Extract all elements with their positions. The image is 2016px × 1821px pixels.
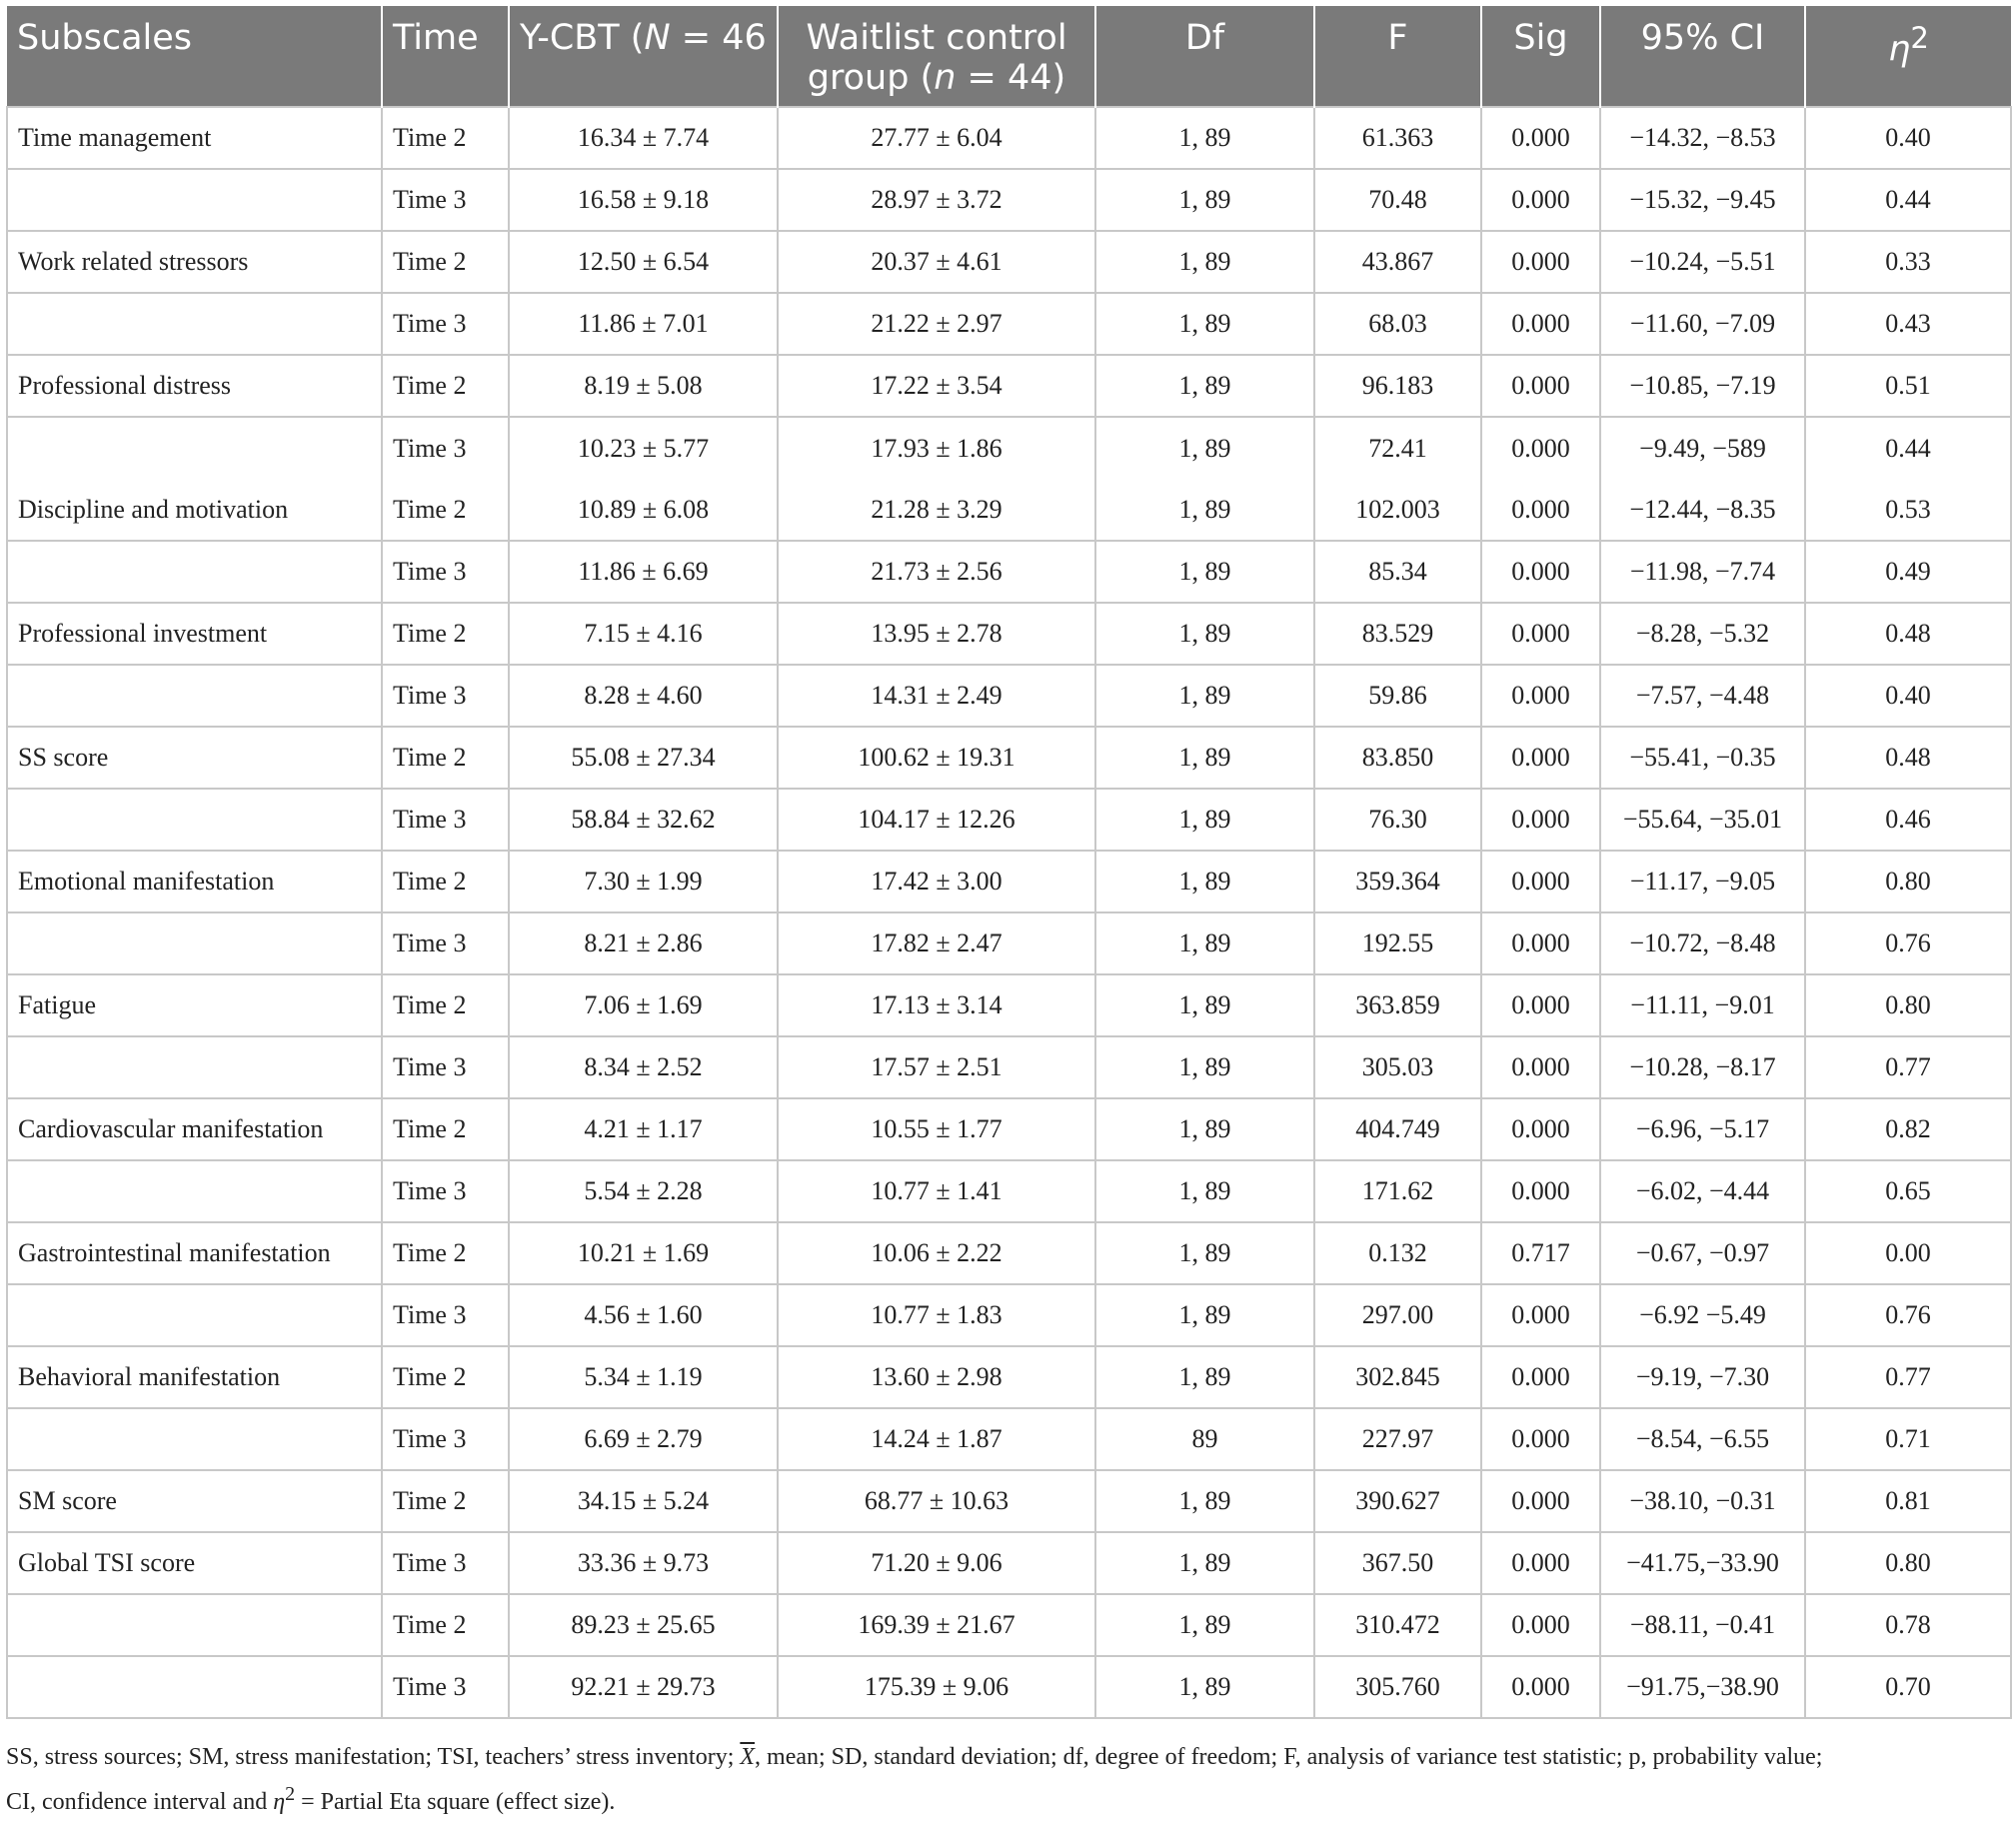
cell-sig: 0.000 xyxy=(1481,603,1600,665)
cell-sig: 0.000 xyxy=(1481,789,1600,851)
cell-waitlist: 10.55 ± 1.77 xyxy=(778,1098,1095,1160)
cell-eta: 0.43 xyxy=(1805,293,2011,355)
cell-subscale: Global TSI score xyxy=(7,1532,382,1594)
cell-waitlist: 17.22 ± 3.54 xyxy=(778,355,1095,417)
cell-df: 1, 89 xyxy=(1095,1160,1314,1222)
cell-waitlist: 17.93 ± 1.86 xyxy=(778,417,1095,479)
table-footnote xyxy=(6,1739,2010,1821)
cell-subscale: Fatigue xyxy=(7,974,382,1036)
results-table-container xyxy=(6,6,2010,1719)
cell-waitlist: 100.62 ± 19.31 xyxy=(778,727,1095,789)
cell-ycbt: 55.08 ± 27.34 xyxy=(509,727,778,789)
cell-waitlist: 68.77 ± 10.63 xyxy=(778,1470,1095,1532)
table-row xyxy=(7,541,2011,603)
cell-time: Time 2 xyxy=(382,231,509,293)
cell-df: 1, 89 xyxy=(1095,355,1314,417)
cell-time: Time 2 xyxy=(382,727,509,789)
cell-sig: 0.000 xyxy=(1481,293,1600,355)
cell-waitlist: 14.24 ± 1.87 xyxy=(778,1408,1095,1470)
cell-eta: 0.49 xyxy=(1805,541,2011,603)
cell-sig: 0.000 xyxy=(1481,1594,1600,1656)
cell-time: Time 2 xyxy=(382,1346,509,1408)
cell-ci: −8.54, −6.55 xyxy=(1600,1408,1805,1470)
cell-ci: −6.02, −4.44 xyxy=(1600,1160,1805,1222)
cell-sig: 0.000 xyxy=(1481,1036,1600,1098)
table-row xyxy=(7,417,2011,479)
cell-f: 83.850 xyxy=(1314,727,1481,789)
cell-subscale: Discipline and motivation xyxy=(7,479,382,541)
cell-subscale: SS score xyxy=(7,727,382,789)
cell-f: 302.845 xyxy=(1314,1346,1481,1408)
cell-subscale xyxy=(7,912,382,974)
cell-eta: 0.78 xyxy=(1805,1594,2011,1656)
cell-sig: 0.000 xyxy=(1481,1346,1600,1408)
cell-sig: 0.000 xyxy=(1481,1656,1600,1718)
cell-waitlist: 20.37 ± 4.61 xyxy=(778,231,1095,293)
table-row xyxy=(7,912,2011,974)
cell-time: Time 3 xyxy=(382,665,509,727)
table-row xyxy=(7,974,2011,1036)
cell-ci: −14.32, −8.53 xyxy=(1600,107,1805,169)
cell-subscale: SM score xyxy=(7,1470,382,1532)
cell-waitlist: 71.20 ± 9.06 xyxy=(778,1532,1095,1594)
cell-f: 310.472 xyxy=(1314,1594,1481,1656)
cell-df: 1, 89 xyxy=(1095,1036,1314,1098)
cell-waitlist: 10.06 ± 2.22 xyxy=(778,1222,1095,1284)
cell-sig: 0.000 xyxy=(1481,1098,1600,1160)
cell-ci: −10.85, −7.19 xyxy=(1600,355,1805,417)
cell-df: 1, 89 xyxy=(1095,1470,1314,1532)
cell-eta: 0.46 xyxy=(1805,789,2011,851)
header-waitlist: Waitlist control group (n = 44) xyxy=(778,6,1095,107)
cell-f: 43.867 xyxy=(1314,231,1481,293)
header-sig: Sig xyxy=(1481,6,1600,107)
header-df: Df xyxy=(1095,6,1314,107)
footnote-text: SS, stress sources; SM, stress manifestation; TSI, teachers’ stress inventory; xyxy=(6,1744,741,1770)
cell-ycbt: 11.86 ± 7.01 xyxy=(509,293,778,355)
header-ci: 95% CI xyxy=(1600,6,1805,107)
cell-eta: 0.00 xyxy=(1805,1222,2011,1284)
cell-subscale xyxy=(7,169,382,231)
cell-f: 390.627 xyxy=(1314,1470,1481,1532)
cell-time: Time 2 xyxy=(382,1594,509,1656)
cell-eta: 0.48 xyxy=(1805,727,2011,789)
cell-df: 1, 89 xyxy=(1095,417,1314,479)
cell-ycbt: 8.19 ± 5.08 xyxy=(509,355,778,417)
cell-waitlist: 28.97 ± 3.72 xyxy=(778,169,1095,231)
cell-time: Time 3 xyxy=(382,1284,509,1346)
table-row xyxy=(7,1346,2011,1408)
cell-time: Time 3 xyxy=(382,169,509,231)
cell-eta: 0.40 xyxy=(1805,665,2011,727)
cell-subscale xyxy=(7,1160,382,1222)
cell-waitlist: 21.28 ± 3.29 xyxy=(778,479,1095,541)
cell-ci: −8.28, −5.32 xyxy=(1600,603,1805,665)
cell-time: Time 3 xyxy=(382,1036,509,1098)
cell-subscale xyxy=(7,417,382,479)
cell-df: 1, 89 xyxy=(1095,974,1314,1036)
cell-ycbt: 8.28 ± 4.60 xyxy=(509,665,778,727)
cell-ci: −6.96, −5.17 xyxy=(1600,1098,1805,1160)
cell-time: Time 2 xyxy=(382,851,509,912)
cell-ycbt: 11.86 ± 6.69 xyxy=(509,541,778,603)
cell-ycbt: 10.89 ± 6.08 xyxy=(509,479,778,541)
cell-time: Time 2 xyxy=(382,1222,509,1284)
cell-subscale xyxy=(7,1036,382,1098)
header-eta: $\eta^2$ xyxy=(1805,6,2011,107)
cell-f: 76.30 xyxy=(1314,789,1481,851)
table-row xyxy=(7,1470,2011,1532)
results-table xyxy=(6,6,2012,1719)
cell-eta: 0.65 xyxy=(1805,1160,2011,1222)
cell-ci: −38.10, −0.31 xyxy=(1600,1470,1805,1532)
cell-time: Time 3 xyxy=(382,1656,509,1718)
cell-f: 297.00 xyxy=(1314,1284,1481,1346)
cell-waitlist: 17.42 ± 3.00 xyxy=(778,851,1095,912)
cell-f: 227.97 xyxy=(1314,1408,1481,1470)
cell-subscale: Professional investment xyxy=(7,603,382,665)
table-row xyxy=(7,1408,2011,1470)
footnote-text: CI, confidence interval and xyxy=(6,1789,274,1815)
cell-time: Time 3 xyxy=(382,1532,509,1594)
table-row xyxy=(7,355,2011,417)
footnote-mean-symbol: $\overline{X}$ xyxy=(740,1744,756,1770)
cell-ci: −15.32, −9.45 xyxy=(1600,169,1805,231)
cell-ycbt: 4.56 ± 1.60 xyxy=(509,1284,778,1346)
table-row xyxy=(7,231,2011,293)
cell-subscale: Emotional manifestation xyxy=(7,851,382,912)
cell-f: 305.760 xyxy=(1314,1656,1481,1718)
cell-sig: 0.000 xyxy=(1481,231,1600,293)
cell-ci: −9.19, −7.30 xyxy=(1600,1346,1805,1408)
cell-subscale xyxy=(7,1284,382,1346)
cell-ycbt: 8.34 ± 2.52 xyxy=(509,1036,778,1098)
cell-waitlist: 21.22 ± 2.97 xyxy=(778,293,1095,355)
cell-waitlist: 17.82 ± 2.47 xyxy=(778,912,1095,974)
table-row xyxy=(7,479,2011,541)
cell-ycbt: 5.54 ± 2.28 xyxy=(509,1160,778,1222)
cell-sig: 0.000 xyxy=(1481,727,1600,789)
cell-sig: 0.000 xyxy=(1481,974,1600,1036)
cell-eta: 0.53 xyxy=(1805,479,2011,541)
cell-subscale: Behavioral manifestation xyxy=(7,1346,382,1408)
cell-eta: 0.40 xyxy=(1805,107,2011,169)
cell-sig: 0.717 xyxy=(1481,1222,1600,1284)
cell-f: 70.48 xyxy=(1314,169,1481,231)
cell-waitlist: 13.95 ± 2.78 xyxy=(778,603,1095,665)
table-row xyxy=(7,603,2011,665)
cell-eta: 0.48 xyxy=(1805,603,2011,665)
cell-ci: −91.75,−38.90 xyxy=(1600,1656,1805,1718)
cell-f: 61.363 xyxy=(1314,107,1481,169)
table-row xyxy=(7,1036,2011,1098)
cell-time: Time 3 xyxy=(382,293,509,355)
cell-ycbt: 16.58 ± 9.18 xyxy=(509,169,778,231)
cell-df: 1, 89 xyxy=(1095,231,1314,293)
cell-ci: −11.60, −7.09 xyxy=(1600,293,1805,355)
cell-time: Time 3 xyxy=(382,912,509,974)
footnote-superscript: 2 xyxy=(285,1783,296,1805)
footnote-text: , mean; SD, standard deviation; df, degree of freedom; F, analysis of variance test statistic; p, probability value; xyxy=(755,1744,1823,1770)
cell-subscale: Gastrointestinal manifestation xyxy=(7,1222,382,1284)
cell-f: 305.03 xyxy=(1314,1036,1481,1098)
header-ycbt: Y-CBT (N = 46 xyxy=(509,6,778,107)
table-row xyxy=(7,169,2011,231)
cell-sig: 0.000 xyxy=(1481,1532,1600,1594)
header-time: Time xyxy=(382,6,509,107)
cell-ycbt: 89.23 ± 25.65 xyxy=(509,1594,778,1656)
cell-ci: −11.17, −9.05 xyxy=(1600,851,1805,912)
cell-ci: −12.44, −8.35 xyxy=(1600,479,1805,541)
cell-time: Time 3 xyxy=(382,1160,509,1222)
table-row xyxy=(7,1284,2011,1346)
cell-waitlist: 17.13 ± 3.14 xyxy=(778,974,1095,1036)
cell-subscale xyxy=(7,293,382,355)
cell-eta: 0.71 xyxy=(1805,1408,2011,1470)
cell-ci: −11.98, −7.74 xyxy=(1600,541,1805,603)
cell-time: Time 3 xyxy=(382,417,509,479)
cell-f: 96.183 xyxy=(1314,355,1481,417)
cell-subscale: Cardiovascular manifestation xyxy=(7,1098,382,1160)
cell-sig: 0.000 xyxy=(1481,1408,1600,1470)
cell-ycbt: 7.06 ± 1.69 xyxy=(509,974,778,1036)
cell-waitlist: 104.17 ± 12.26 xyxy=(778,789,1095,851)
cell-ycbt: 10.21 ± 1.69 xyxy=(509,1222,778,1284)
cell-sig: 0.000 xyxy=(1481,912,1600,974)
cell-ci: −6.92 −5.49 xyxy=(1600,1284,1805,1346)
cell-ycbt: 16.34 ± 7.74 xyxy=(509,107,778,169)
cell-df: 1, 89 xyxy=(1095,541,1314,603)
cell-df: 1, 89 xyxy=(1095,1346,1314,1408)
cell-sig: 0.000 xyxy=(1481,479,1600,541)
cell-df: 1, 89 xyxy=(1095,1594,1314,1656)
cell-sig: 0.000 xyxy=(1481,1160,1600,1222)
header-f: F xyxy=(1314,6,1481,107)
cell-subscale xyxy=(7,541,382,603)
table-header-row xyxy=(7,6,2011,107)
cell-ycbt: 5.34 ± 1.19 xyxy=(509,1346,778,1408)
table-row xyxy=(7,851,2011,912)
cell-waitlist: 27.77 ± 6.04 xyxy=(778,107,1095,169)
cell-sig: 0.000 xyxy=(1481,1470,1600,1532)
cell-eta: 0.76 xyxy=(1805,912,2011,974)
cell-ci: −55.64, −35.01 xyxy=(1600,789,1805,851)
cell-waitlist: 10.77 ± 1.83 xyxy=(778,1284,1095,1346)
cell-sig: 0.000 xyxy=(1481,851,1600,912)
cell-df: 1, 89 xyxy=(1095,293,1314,355)
cell-sig: 0.000 xyxy=(1481,355,1600,417)
cell-f: 192.55 xyxy=(1314,912,1481,974)
cell-eta: 0.80 xyxy=(1805,1532,2011,1594)
cell-f: 59.86 xyxy=(1314,665,1481,727)
cell-time: Time 2 xyxy=(382,1470,509,1532)
cell-eta: 0.51 xyxy=(1805,355,2011,417)
cell-ycbt: 10.23 ± 5.77 xyxy=(509,417,778,479)
cell-f: 367.50 xyxy=(1314,1532,1481,1594)
cell-eta: 0.81 xyxy=(1805,1470,2011,1532)
cell-df: 1, 89 xyxy=(1095,789,1314,851)
cell-df: 1, 89 xyxy=(1095,1532,1314,1594)
cell-subscale xyxy=(7,1408,382,1470)
cell-sig: 0.000 xyxy=(1481,417,1600,479)
cell-df: 1, 89 xyxy=(1095,1222,1314,1284)
cell-df: 1, 89 xyxy=(1095,665,1314,727)
cell-time: Time 2 xyxy=(382,107,509,169)
cell-time: Time 3 xyxy=(382,789,509,851)
cell-eta: 0.33 xyxy=(1805,231,2011,293)
table-row xyxy=(7,1594,2011,1656)
cell-df: 1, 89 xyxy=(1095,479,1314,541)
footnote-line-2 xyxy=(6,1776,2010,1821)
cell-subscale: Work related stressors xyxy=(7,231,382,293)
cell-f: 85.34 xyxy=(1314,541,1481,603)
cell-f: 68.03 xyxy=(1314,293,1481,355)
cell-eta: 0.80 xyxy=(1805,974,2011,1036)
cell-ycbt: 8.21 ± 2.86 xyxy=(509,912,778,974)
cell-ycbt: 33.36 ± 9.73 xyxy=(509,1532,778,1594)
table-row xyxy=(7,727,2011,789)
cell-eta: 0.77 xyxy=(1805,1346,2011,1408)
cell-waitlist: 169.39 ± 21.67 xyxy=(778,1594,1095,1656)
cell-waitlist: 175.39 ± 9.06 xyxy=(778,1656,1095,1718)
cell-df: 1, 89 xyxy=(1095,107,1314,169)
cell-ycbt: 34.15 ± 5.24 xyxy=(509,1470,778,1532)
cell-df: 1, 89 xyxy=(1095,169,1314,231)
cell-ci: −7.57, −4.48 xyxy=(1600,665,1805,727)
cell-eta: 0.44 xyxy=(1805,417,2011,479)
cell-subscale: Time management xyxy=(7,107,382,169)
cell-subscale xyxy=(7,1594,382,1656)
cell-ycbt: 7.15 ± 4.16 xyxy=(509,603,778,665)
cell-sig: 0.000 xyxy=(1481,541,1600,603)
cell-eta: 0.82 xyxy=(1805,1098,2011,1160)
cell-df: 1, 89 xyxy=(1095,851,1314,912)
cell-df: 1, 89 xyxy=(1095,912,1314,974)
cell-time: Time 3 xyxy=(382,1408,509,1470)
cell-time: Time 3 xyxy=(382,541,509,603)
cell-ycbt: 12.50 ± 6.54 xyxy=(509,231,778,293)
cell-time: Time 2 xyxy=(382,355,509,417)
cell-f: 72.41 xyxy=(1314,417,1481,479)
cell-sig: 0.000 xyxy=(1481,1284,1600,1346)
cell-time: Time 2 xyxy=(382,974,509,1036)
cell-waitlist: 14.31 ± 2.49 xyxy=(778,665,1095,727)
table-row xyxy=(7,1098,2011,1160)
cell-subscale: Professional distress xyxy=(7,355,382,417)
cell-ycbt: 92.21 ± 29.73 xyxy=(509,1656,778,1718)
cell-time: Time 2 xyxy=(382,479,509,541)
cell-f: 359.364 xyxy=(1314,851,1481,912)
table-row xyxy=(7,665,2011,727)
cell-ycbt: 6.69 ± 2.79 xyxy=(509,1408,778,1470)
cell-f: 171.62 xyxy=(1314,1160,1481,1222)
cell-subscale xyxy=(7,665,382,727)
cell-ci: −11.11, −9.01 xyxy=(1600,974,1805,1036)
cell-ci: −88.11, −0.41 xyxy=(1600,1594,1805,1656)
footnote-eta-symbol: η xyxy=(273,1789,286,1815)
cell-ci: −10.72, −8.48 xyxy=(1600,912,1805,974)
cell-df: 1, 89 xyxy=(1095,727,1314,789)
table-row xyxy=(7,1222,2011,1284)
cell-f: 404.749 xyxy=(1314,1098,1481,1160)
cell-sig: 0.000 xyxy=(1481,107,1600,169)
cell-waitlist: 21.73 ± 2.56 xyxy=(778,541,1095,603)
cell-df: 1, 89 xyxy=(1095,1656,1314,1718)
cell-eta: 0.44 xyxy=(1805,169,2011,231)
cell-df: 1, 89 xyxy=(1095,1284,1314,1346)
table-row xyxy=(7,293,2011,355)
cell-subscale xyxy=(7,789,382,851)
table-row xyxy=(7,1160,2011,1222)
header-subscales: Subscales xyxy=(7,6,382,107)
table-row xyxy=(7,1532,2011,1594)
cell-ci: −41.75,−33.90 xyxy=(1600,1532,1805,1594)
cell-time: Time 2 xyxy=(382,603,509,665)
table-row xyxy=(7,789,2011,851)
cell-ci: −9.49, −589 xyxy=(1600,417,1805,479)
cell-ci: −10.24, −5.51 xyxy=(1600,231,1805,293)
cell-waitlist: 17.57 ± 2.51 xyxy=(778,1036,1095,1098)
cell-f: 83.529 xyxy=(1314,603,1481,665)
cell-waitlist: 10.77 ± 1.41 xyxy=(778,1160,1095,1222)
cell-time: Time 2 xyxy=(382,1098,509,1160)
cell-ci: −0.67, −0.97 xyxy=(1600,1222,1805,1284)
cell-f: 0.132 xyxy=(1314,1222,1481,1284)
cell-eta: 0.76 xyxy=(1805,1284,2011,1346)
cell-ci: −55.41, −0.35 xyxy=(1600,727,1805,789)
cell-eta: 0.77 xyxy=(1805,1036,2011,1098)
cell-subscale xyxy=(7,1656,382,1718)
cell-ycbt: 58.84 ± 32.62 xyxy=(509,789,778,851)
cell-ycbt: 7.30 ± 1.99 xyxy=(509,851,778,912)
cell-sig: 0.000 xyxy=(1481,169,1600,231)
cell-eta: 0.70 xyxy=(1805,1656,2011,1718)
table-row xyxy=(7,1656,2011,1718)
cell-waitlist: 13.60 ± 2.98 xyxy=(778,1346,1095,1408)
cell-f: 363.859 xyxy=(1314,974,1481,1036)
table-row xyxy=(7,107,2011,169)
cell-f: 102.003 xyxy=(1314,479,1481,541)
footnote-line-1 xyxy=(6,1739,2010,1776)
cell-ci: −10.28, −8.17 xyxy=(1600,1036,1805,1098)
cell-df: 89 xyxy=(1095,1408,1314,1470)
footnote-text: = Partial Eta square (effect size). xyxy=(295,1789,616,1815)
cell-sig: 0.000 xyxy=(1481,665,1600,727)
cell-eta: 0.80 xyxy=(1805,851,2011,912)
cell-ycbt: 4.21 ± 1.17 xyxy=(509,1098,778,1160)
cell-df: 1, 89 xyxy=(1095,603,1314,665)
cell-df: 1, 89 xyxy=(1095,1098,1314,1160)
